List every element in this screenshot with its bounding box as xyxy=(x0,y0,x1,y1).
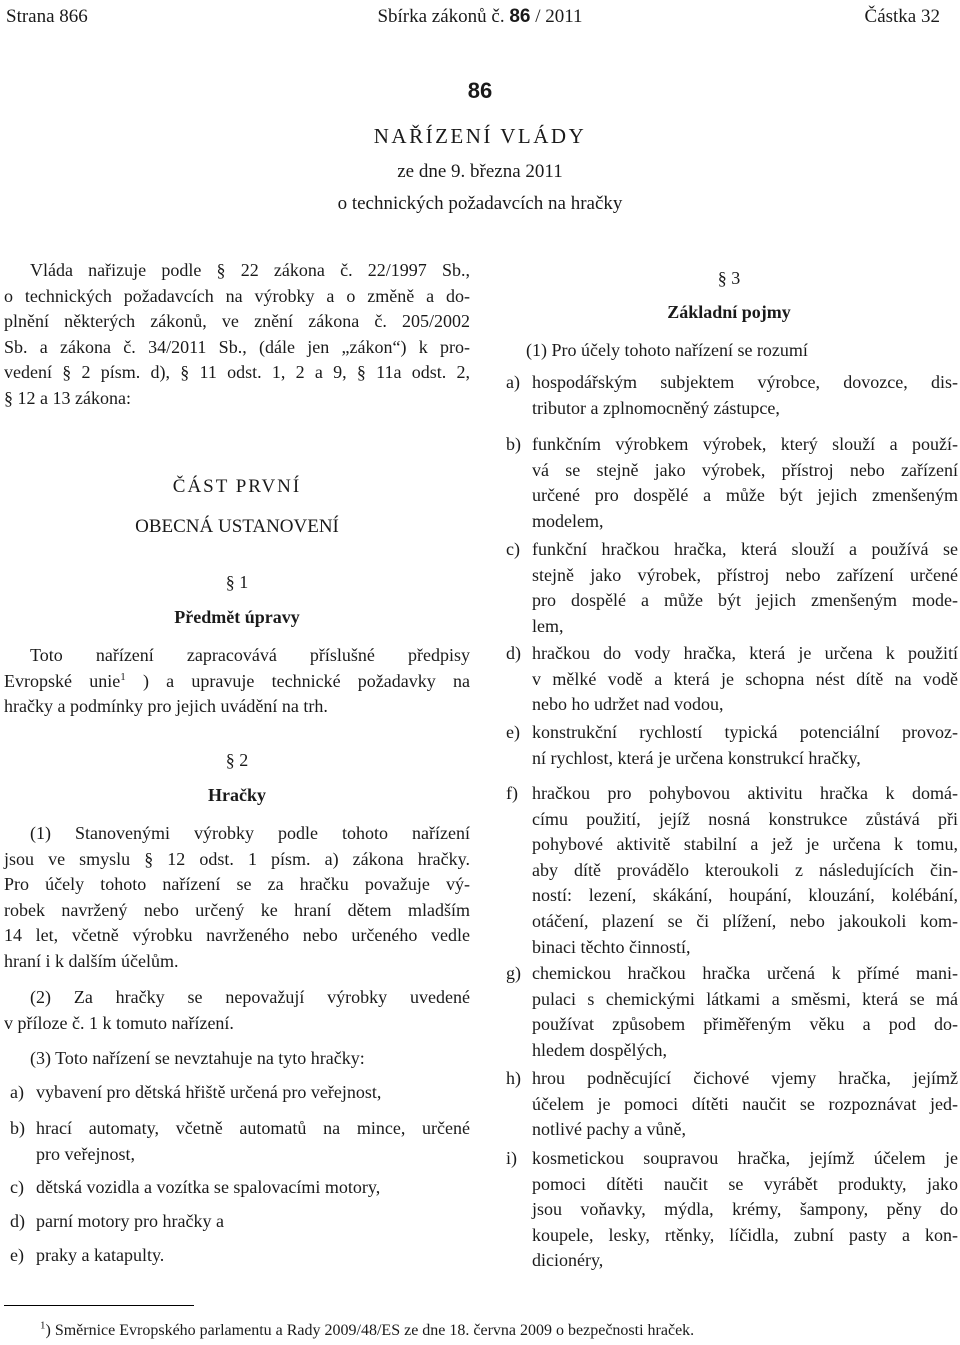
footnote-mark: 1 xyxy=(40,1319,46,1332)
text-line: modelem, xyxy=(532,510,604,531)
act-number: 86 xyxy=(467,78,493,103)
text-line: (1) Pro účely tohoto nařízení se rozumí xyxy=(526,340,808,360)
text-line: určené pro dospělé a může být jejich zmenšeným xyxy=(532,485,958,506)
text-line: Toto nařízení zapracovává příslušné předpisy xyxy=(30,645,470,665)
section-3-title: Základní pojmy xyxy=(667,302,791,322)
item-text xyxy=(532,537,958,639)
text-line: hrou podněcující čichové vjemy hračka, jejímž xyxy=(532,1068,958,1088)
issue-number: Částka 32 xyxy=(864,6,940,27)
item-label: f) xyxy=(506,783,518,803)
text-line: v mělké vodě a která je schopna nést dítě na vodě xyxy=(532,668,958,689)
text-line: chemickou hračkou hračka určená k přímé mani- xyxy=(532,963,958,983)
part-title: OBECNÁ USTANOVENÍ xyxy=(135,516,339,537)
text-line: vá se stejně jako výrobek, přístroj nebo zařízení xyxy=(532,459,958,480)
text-line: tributor a zplnomocněný zástupce, xyxy=(532,397,780,418)
text-line: funkčním výrobkem výrobek, který slouží a použí- xyxy=(532,434,958,454)
footnote xyxy=(40,1319,695,1340)
section-2-title: Hračky xyxy=(208,785,266,805)
footnote-divider xyxy=(4,1305,194,1306)
item-text xyxy=(532,781,958,960)
text-line: 14 let, včetně výrobku navrženého nebo určeného vedle xyxy=(4,925,470,946)
section-2-label: § 2 xyxy=(225,750,249,770)
preamble-line: Vláda nařizuje podle § 22 zákona č. 22/1997 Sb., xyxy=(30,260,470,280)
item-label: i) xyxy=(506,1148,517,1168)
item-text xyxy=(532,1146,958,1274)
section-2-paragraph-2 xyxy=(4,985,470,1036)
text-line: (1) Stanovenými výrobky podle tohoto nařízení xyxy=(30,823,470,843)
text-line: kosmetickou soupravou hračka, jejímž účelem je xyxy=(532,1148,958,1168)
footnote-text: ) Směrnice Evropského parlamentu a Rady 2009/48/ES ze dne 18. června 2009 o bezpečnosti hraček. xyxy=(45,1322,695,1339)
text-line: pro dospělé a může být jejich zmenšeným mode- xyxy=(532,590,958,611)
text-line: stejně jako výrobek, přístroj nebo zařízení určené xyxy=(532,564,958,585)
text-line: hračkou do vody hračka, která je určena k použití xyxy=(532,643,958,663)
collection-reference xyxy=(0,6,960,28)
item-text xyxy=(36,1116,470,1167)
text-line: hospodářským subjektem výrobce, dovozce, dis- xyxy=(532,372,958,392)
part-label: ČÁST PRVNÍ xyxy=(172,476,302,497)
text-line: dicionéry, xyxy=(532,1250,604,1271)
text-line xyxy=(4,669,470,695)
collection-prefix: Sbírka zákonů č. xyxy=(377,6,505,27)
text-line: parní motory pro hračky a xyxy=(36,1211,224,1231)
footnote-reference: 1 xyxy=(120,670,126,683)
text-fragment: ) a upravuje technické požadavky na xyxy=(142,670,470,691)
section-1-title: Předmět úpravy xyxy=(174,607,300,627)
item-text xyxy=(532,432,958,534)
text-line: hrací automaty, včetně automatů na mince, určené xyxy=(36,1118,470,1138)
text-line: nebo ho udržet nad vodou, xyxy=(532,694,724,715)
item-label: e) xyxy=(506,722,520,742)
section-3-label: § 3 xyxy=(717,268,741,288)
text-line: účelem je pomoci dítěti naučit se rozpoznávat jed- xyxy=(532,1093,958,1114)
item-text xyxy=(36,1243,470,1269)
item-label: d) xyxy=(10,1211,25,1231)
text-line: (2) Za hračky se nepovažují výrobky uvedené xyxy=(30,987,470,1007)
item-label: b) xyxy=(506,434,521,454)
text-line: jsou voňavky, mýdla, krémy, šampony, pěny do xyxy=(532,1199,958,1220)
item-label: g) xyxy=(506,963,521,983)
text-line: (3) Toto nařízení se nevztahuje na tyto hračky: xyxy=(30,1048,365,1068)
text-line: v příloze č. 1 k tomuto nařízení. xyxy=(4,1012,234,1033)
collection-year: / 2011 xyxy=(535,6,583,27)
item-text xyxy=(532,1066,958,1143)
text-line: notlivé pachy a vůně, xyxy=(532,1119,686,1140)
text-line: hledem dospělých, xyxy=(532,1039,667,1060)
text-line: funkční hračkou hračka, která slouží a používá se xyxy=(532,539,958,559)
section-1-text xyxy=(4,643,470,720)
text-line: címu použití, jejíž nosná konstrukce zůstává při xyxy=(532,808,958,829)
preamble-line: vedení § 2 písm. d), § 11 odst. 1, 2 a 9, § 11a odst. 2, xyxy=(4,362,470,383)
text-line: hračky a podmínky pro jejich uvádění na trh. xyxy=(4,696,328,717)
text-line: hraní i k dalším účelům. xyxy=(4,950,179,971)
text-line: pomoci dítěti naučit se vyrábět produkty, jako xyxy=(532,1173,958,1194)
item-label: a) xyxy=(10,1082,24,1102)
preamble-line: o technických požadavcích na výrobky a o změně a do- xyxy=(4,285,470,306)
page-number: Strana 866 xyxy=(6,6,88,27)
item-label: c) xyxy=(506,539,520,559)
collection-number: 86 xyxy=(509,6,531,27)
item-text xyxy=(532,961,958,1063)
item-label: b) xyxy=(10,1118,25,1138)
text-line: Pro účely tohoto nařízení se za hračku považuje vý- xyxy=(4,874,470,895)
item-label: d) xyxy=(506,643,521,663)
text-line: používat způsobem přiměřeným věku a pod do- xyxy=(532,1014,958,1035)
act-type: NAŘÍZENÍ VLÁDY xyxy=(373,124,587,148)
act-title: o technických požadavcích na hračky xyxy=(337,193,623,214)
text-line: robek navržený nebo určený ke hraní dětem mladším xyxy=(4,899,470,920)
text-line: hračkou pro pohybovou aktivitu hračka k domá- xyxy=(532,783,958,803)
section-3-intro xyxy=(500,338,958,364)
text-line: vybavení pro dětská hřiště určená pro veřejnost, xyxy=(36,1082,382,1102)
item-text xyxy=(532,641,958,718)
text-line: koupele, lesky, rtěnky, líčidla, zubní pasty a kon- xyxy=(532,1224,958,1245)
item-text xyxy=(532,720,958,771)
preamble xyxy=(4,258,470,412)
text-line: lem, xyxy=(532,615,564,636)
text-line: binaci těchto činností, xyxy=(532,936,691,957)
section-2-paragraph-3 xyxy=(4,1046,470,1072)
section-2-paragraph-1 xyxy=(4,821,470,975)
text-line: pulaci s chemickými látkami a směsmi, která se má xyxy=(532,988,958,1009)
item-text xyxy=(36,1209,470,1235)
text-line: pohybové aktivitě stabilní a jež je určena k tomu, xyxy=(532,834,958,855)
text-line: otáčení, plazení se či plížení, nebo jakoukoli kom- xyxy=(532,910,958,931)
item-label: a) xyxy=(506,372,520,392)
preamble-line: § 12 a 13 zákona: xyxy=(4,387,131,408)
text-fragment: Evropské unie xyxy=(4,670,121,691)
preamble-line: plnění některých zákonů, ve znění zákona č. 205/2002 xyxy=(4,311,470,332)
act-date: ze dne 9. března 2011 xyxy=(397,161,563,182)
item-label: e) xyxy=(10,1245,24,1265)
text-line: ní rychlost, která je určena konstrukcí hračky, xyxy=(532,747,861,768)
text-line: jsou ve smyslu § 12 odst. 1 písm. a) zákona hračky. xyxy=(4,848,470,869)
text-line: ností: lezení, skákání, houpání, klouzání, kolébání, xyxy=(532,885,958,906)
text-line: konstrukční rychlostí typická potenciální provoz- xyxy=(532,722,958,742)
section-1-label: § 1 xyxy=(225,572,249,592)
item-label: c) xyxy=(10,1177,24,1197)
text-line: praky a katapulty. xyxy=(36,1245,165,1265)
item-text xyxy=(36,1175,470,1201)
item-text xyxy=(36,1080,470,1106)
preamble-line: Sb. a zákona č. 34/2011 Sb., (dále jen „zákon“) k pro- xyxy=(4,336,470,357)
item-label: h) xyxy=(506,1068,521,1088)
text-line: dětská vozidla a vozítka se spalovacími motory, xyxy=(36,1177,381,1197)
text-line: aby dítě provádělo kteroukoli z následujících čin- xyxy=(532,859,958,880)
text-line: pro veřejnost, xyxy=(36,1143,135,1164)
item-text xyxy=(532,370,958,421)
